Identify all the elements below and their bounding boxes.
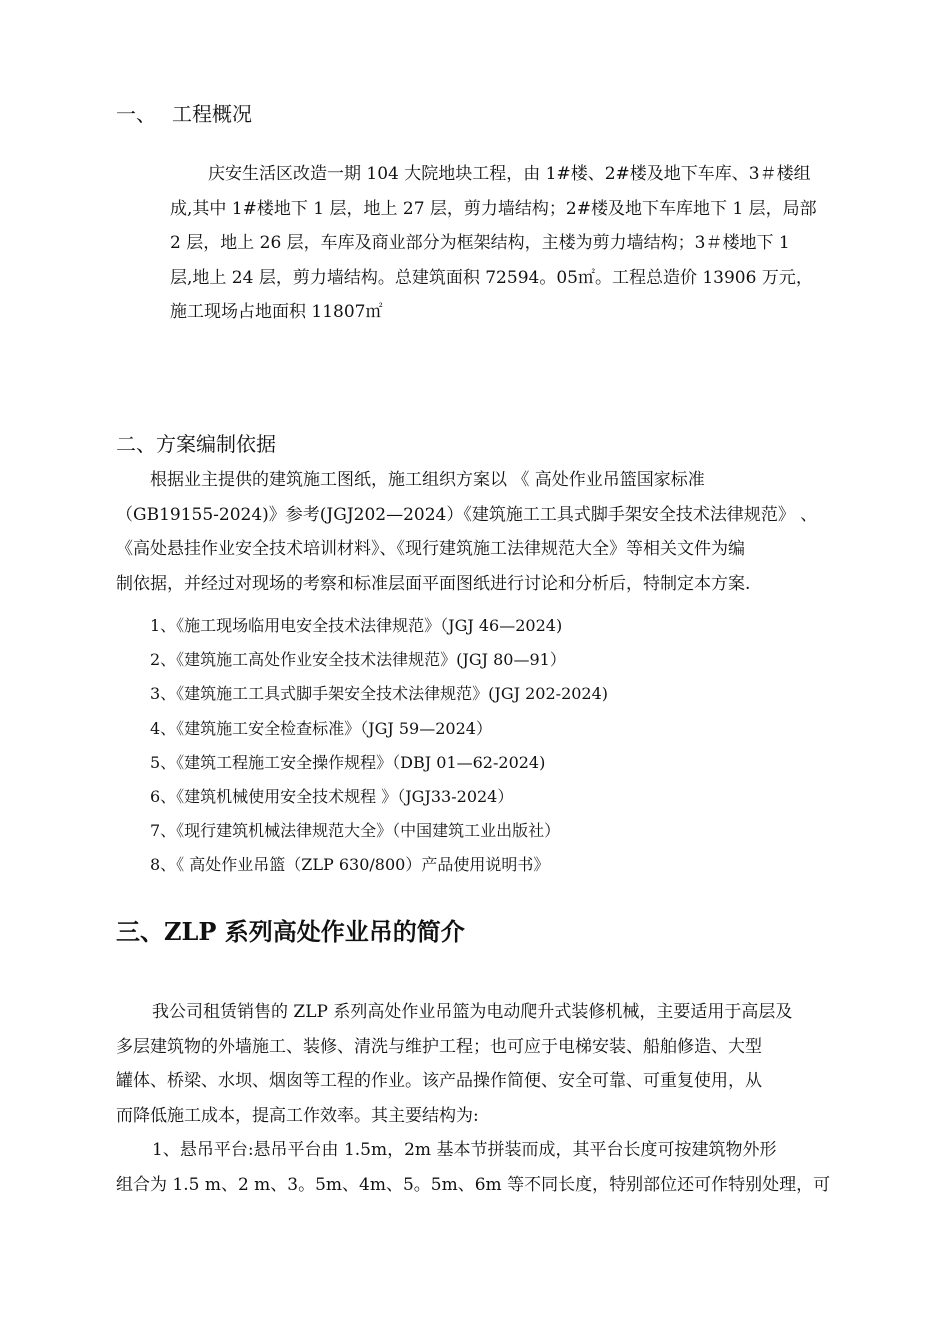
reference-item: 3、《建筑施工工具式脚手架安全技术法律规范》(JGJ 202-2024) xyxy=(150,684,609,704)
paragraph-line: 制依据，并经过对现场的考察和标准层面平面图纸进行讨论和分析后，特制定本方案. xyxy=(116,573,751,594)
section-heading-introduction: 三、ZLP 系列高处作业吊的简介 xyxy=(116,917,465,946)
paragraph-line: 而降低施工成本，提高工作效率。其主要结构为: xyxy=(116,1105,479,1126)
paragraph-line: 根据业主提供的建筑施工图纸，施工组织方案以 《 高处作业吊篮国家标准 xyxy=(150,470,705,490)
section-title: 工程概况 xyxy=(172,102,252,126)
introduction-paragraph xyxy=(116,995,876,1202)
section-number: 一、 xyxy=(116,102,156,126)
paragraph-line: 《高处悬挂作业安全技术培训材料》、《现行建筑施工法律规范大全》等相关文件为编 xyxy=(116,539,745,559)
paragraph-line: 成,其中 1#楼地下 1 层，地上 27 层，剪力墙结构；2#楼及地下车库地下 1 层，局部 xyxy=(170,198,817,219)
reference-item: 7、《现行建筑机械法律规范大全》（中国建筑工业出版社） xyxy=(150,821,561,841)
paragraph-line: 层,地上 24 层，剪力墙结构。总建筑面积 72594。05㎡。工程总造价 13906 万元， xyxy=(170,267,813,288)
reference-item: 1、《施工现场临用电安全技术法律规范》（JGJ 46—2024) xyxy=(150,616,563,635)
paragraph-line: 1、悬吊平台:悬吊平台由 1.5m，2m 基本节拼装而成，其平台长度可按建筑物外形 xyxy=(152,1140,777,1160)
section-heading-basis: 二、方案编制依据 xyxy=(116,432,276,456)
overview-paragraph xyxy=(170,157,870,330)
paragraph-line: 庆安生活区改造一期 104 大院地块工程，由 1#楼、2#楼及地下车库、3＃楼组 xyxy=(208,164,811,184)
paragraph-line: 罐体、桥梁、水坝、烟囱等工程的作业。该产品操作简便、安全可靠、可重复使用，从 xyxy=(116,1071,762,1091)
reference-item: 2、《建筑施工高处作业安全技术法律规范》(JGJ 80—91） xyxy=(150,650,566,670)
paragraph-line: 多层建筑物的外墙施工、装修、清洗与维护工程；也可应于电梯安装、船舶修造、大型 xyxy=(116,1036,762,1057)
basis-paragraph xyxy=(116,463,876,601)
paragraph-line: 施工现场占地面积 11807㎡ xyxy=(170,302,383,322)
reference-item: 6、《建筑机械使用安全技术规程 》（JGJ33-2024） xyxy=(150,787,514,807)
section-heading-overview xyxy=(116,98,252,127)
reference-item: 4、《建筑施工安全检查标准》（JGJ 59—2024） xyxy=(150,718,492,738)
paragraph-line: 2 层，地上 26 层，车库及商业部分为框架结构，主楼为剪力墙结构；3＃楼地下 1 xyxy=(170,233,790,253)
paragraph-line: 我公司租赁销售的 ZLP 系列高处作业吊篮为电动爬升式装修机械，主要适用于高层及 xyxy=(152,1002,793,1022)
reference-list xyxy=(150,609,608,883)
paragraph-line: 组合为 1.5 m、2 m、3。5m、4m、5。5m、6m 等不同长度，特别部位还可作特别处理，可 xyxy=(116,1174,831,1195)
reference-item: 5、《建筑工程施工安全操作规程》（DBJ 01—62-2024) xyxy=(150,752,546,772)
reference-item: 8、《 高处作业吊篮（ZLP 630/800）产品使用说明书》 xyxy=(150,855,550,875)
paragraph-line: （GB19155-2024)》参考(JGJ202—2024）《建筑施工工具式脚手架安全技术法律规范》 、 xyxy=(116,504,818,525)
